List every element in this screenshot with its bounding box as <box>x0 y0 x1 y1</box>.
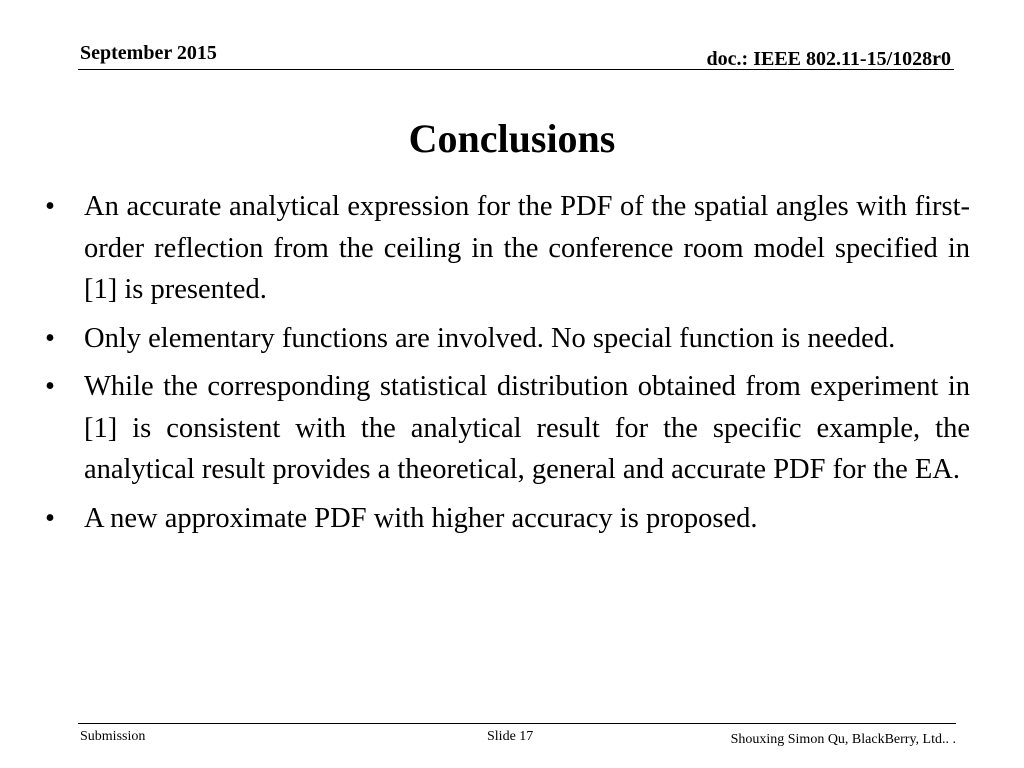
footer-author: Shouxing Simon Qu, BlackBerry, Ltd.. . <box>730 732 956 747</box>
bullet-list <box>45 186 970 546</box>
bullet-item <box>45 366 970 491</box>
bullet-marker: • <box>45 371 55 402</box>
bullet-text: A new approximate PDF with higher accuracy is proposed. <box>84 502 758 534</box>
footer-submission: Submission <box>80 729 146 744</box>
bullet-marker: • <box>45 322 55 354</box>
header-divider <box>78 69 954 70</box>
bullet-marker: • <box>45 191 55 222</box>
bullet-marker: • <box>45 502 55 534</box>
header-doc-id: doc.: IEEE 802.11-15/1028r0 <box>706 48 951 70</box>
bullet-text: Only elementary functions are involved. No special function is needed. <box>84 322 896 354</box>
bullet-text: While the corresponding statistical distribution obtained from experiment in [1] is consistent with the analytical result for the specific example, the analytical result provides a theoretical, general and accurate PDF for the EA. <box>84 371 970 485</box>
footer-slide-number: Slide 17 <box>487 729 534 744</box>
bullet-item <box>45 498 970 540</box>
footer-divider <box>78 723 956 724</box>
slide-title: Conclusions <box>408 116 616 161</box>
bullet-item <box>45 186 970 311</box>
bullet-item <box>45 318 970 360</box>
header-date: September 2015 <box>80 42 217 64</box>
bullet-text: An accurate analytical expression for the PDF of the spatial angles with first-order reflection from the ceiling in the conference room model specified in [1] is presented. <box>84 191 970 305</box>
